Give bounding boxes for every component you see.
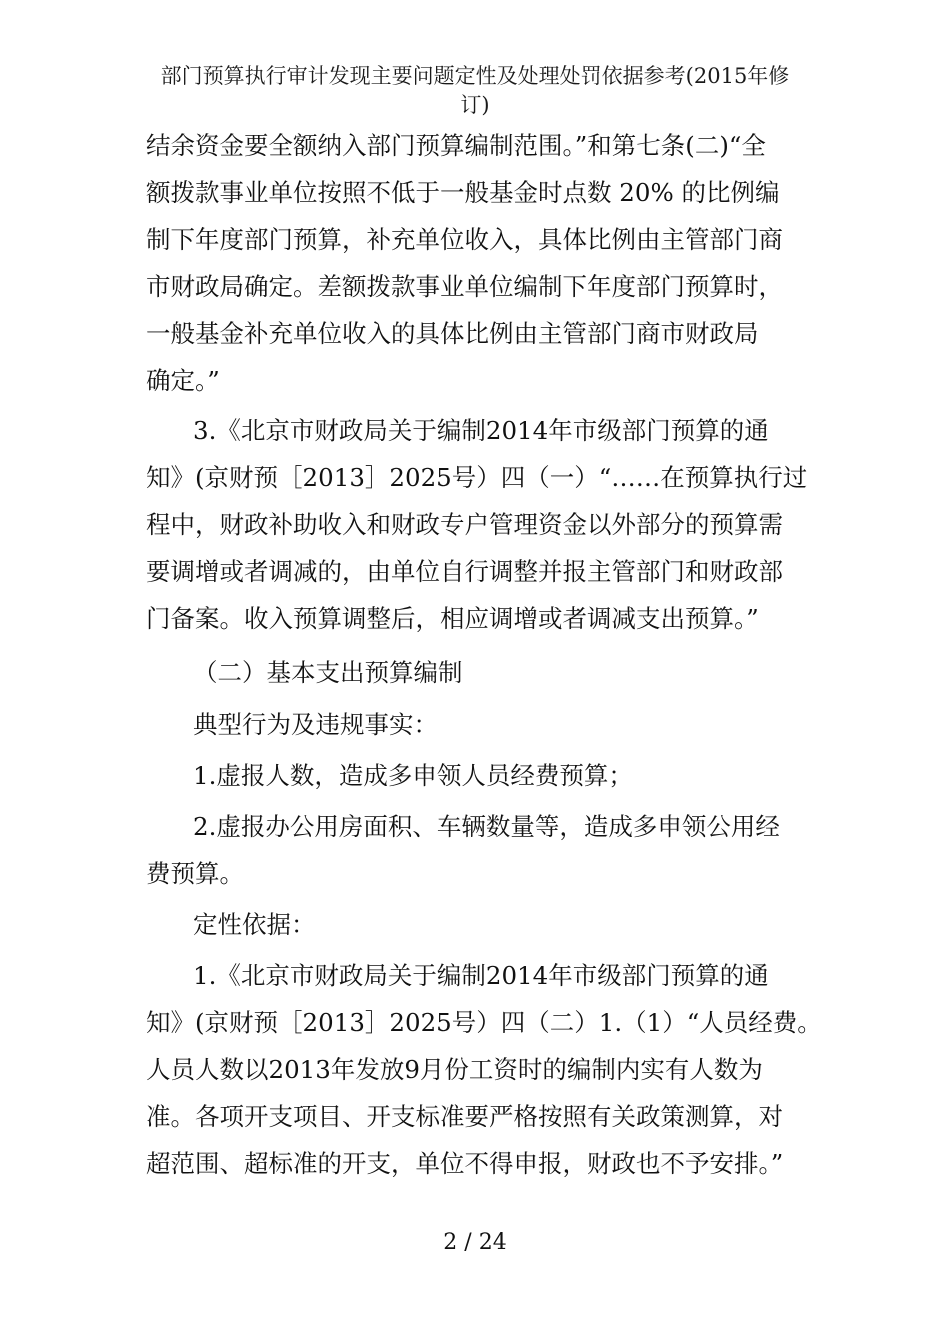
body-line: 3.《北京市财政局关于编制2014年市级部门预算的通: [193, 416, 769, 445]
header-title-line-2: 订): [460, 93, 490, 117]
body-line: 程中，财政补助收入和财政专户管理资金以外部分的预算需: [146, 510, 783, 539]
subheading: 定性依据：: [193, 910, 316, 939]
body-line: 知》(京财预［2013］2025号）四（二）1.（1）“人员经费。: [146, 1008, 822, 1037]
body-line: 1.《北京市财政局关于编制2014年市级部门预算的通: [193, 961, 769, 990]
body-line: 准。各项开支项目、开支标准要严格按照有关政策测算，对: [146, 1102, 783, 1131]
body-line: 知》(京财预［2013］2025号）四（一）“……在预算执行过: [146, 463, 808, 492]
body-line: 超范围、超标准的开支，单位不得申报，财政也不予安排。”: [146, 1149, 784, 1178]
body-line: 要调增或者调减的，由单位自行调整并报主管部门和财政部: [146, 557, 783, 586]
page-indicator: 2 / 24: [443, 1230, 507, 1255]
page-header: [0, 62, 950, 120]
body-line: 额拨款事业单位按照不低于一般基金时点数 20% 的比例编: [146, 178, 780, 207]
body-line: 人员人数以2013年发放9月份工资时的编制内实有人数为: [146, 1055, 763, 1084]
body-line: 结余资金要全额纳入部门预算编制范围。”和第七条(二)“全: [146, 131, 766, 160]
body-line: 市财政局确定。差额拨款事业单位编制下年度部门预算时，: [146, 272, 783, 301]
list-item: 1.虚报人数，造成多申领人员经费预算；: [193, 761, 633, 790]
list-item: 2.虚报办公用房面积、车辆数量等，造成多申领公用经: [193, 812, 780, 841]
header-title-line-1: 部门预算执行审计发现主要问题定性及处理处罚依据参考(2015年修: [160, 64, 790, 88]
body-line: 一般基金补充单位收入的具体比例由主管部门商市财政局: [146, 319, 759, 348]
section-heading: （二）基本支出预算编制: [193, 658, 463, 687]
body-line: 费预算。: [146, 859, 244, 888]
body-line: 门备案。收入预算调整后，相应调增或者调减支出预算。”: [146, 604, 759, 633]
subheading: 典型行为及违规事实：: [193, 710, 438, 739]
body-line: 确定。”: [146, 366, 220, 395]
body-line: 制下年度部门预算，补充单位收入，具体比例由主管部门商: [146, 225, 783, 254]
